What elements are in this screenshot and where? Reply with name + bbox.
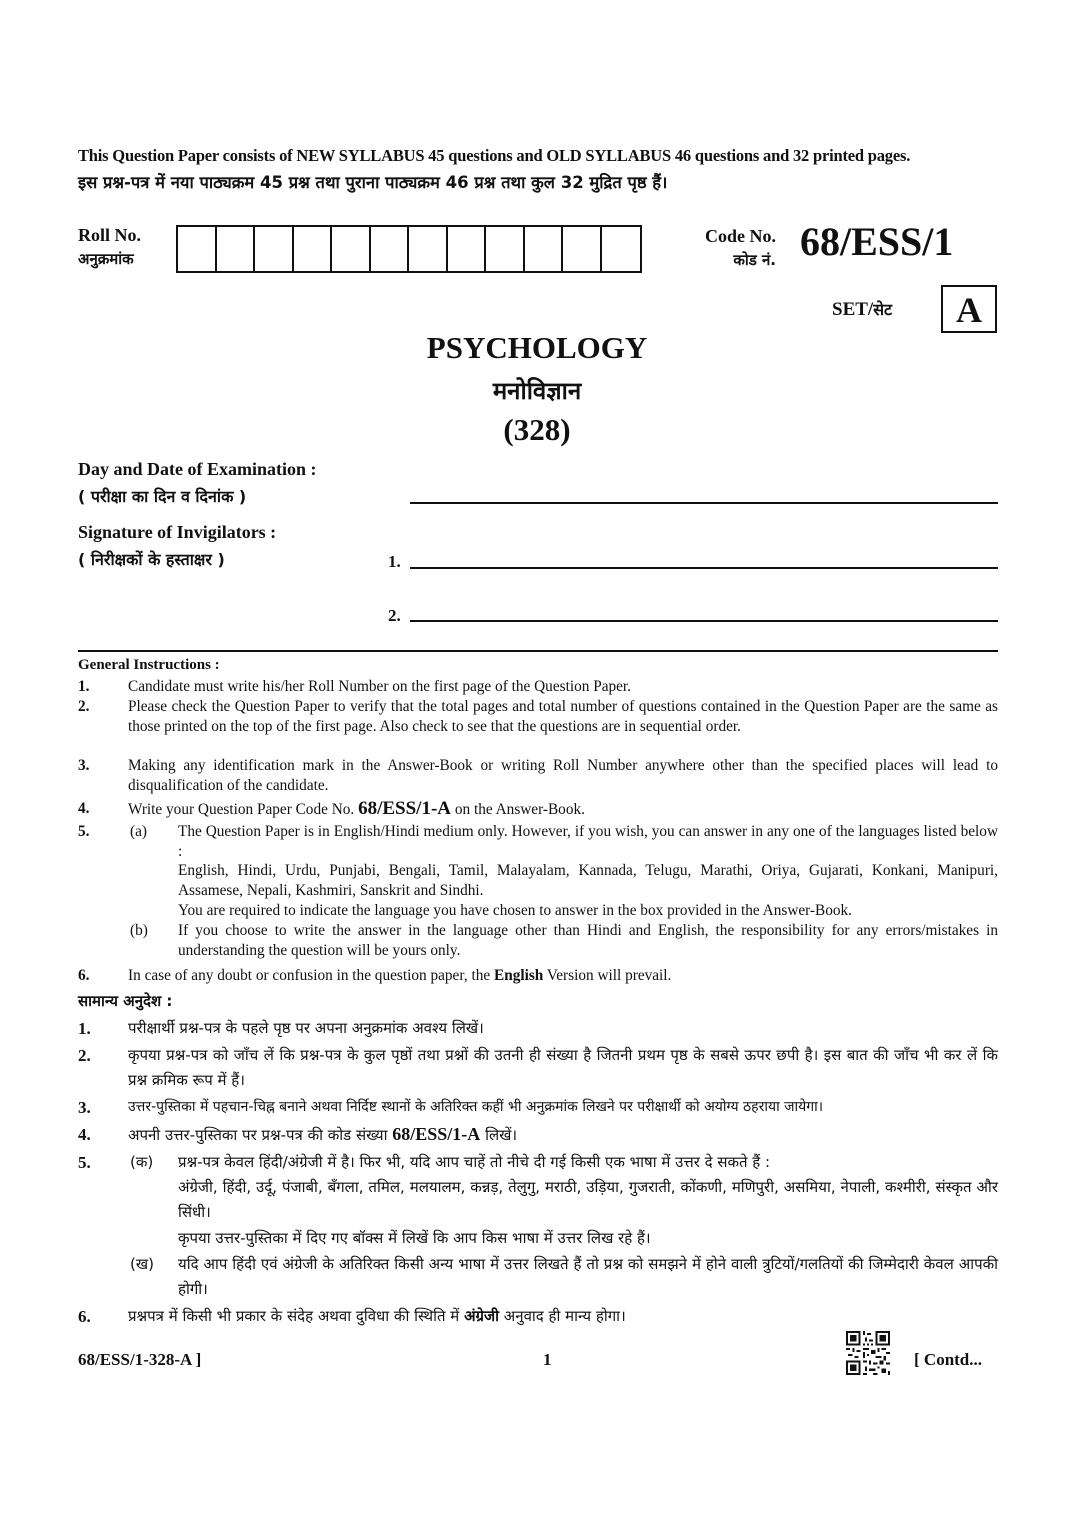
instruction-text: प्रश्न-पत्र केवल हिंदी/अंग्रेजी में है। फिर भी, यदि आप चाहें तो नीचे दी गई किसी एक भाषा में उत्तर दे सकते हैं : — [178, 1153, 771, 1171]
instruction-text: उत्तर-पुस्तिका में पहचान-चिह्न बनाने अथवा निर्दिष्ट स्थानों के अतिरिक्त कहीं भी अनुक्रमांक लिखने पर परीक्षार्थी को अयोग्य ठहराया जायेगा। — [128, 1099, 824, 1115]
sub-instruction-label: (a) — [130, 823, 147, 840]
sub-instruction-label: (b) — [130, 922, 148, 939]
qr-code-icon — [846, 1331, 890, 1375]
signature-1-number: 1. — [388, 552, 401, 571]
roll-label-hi: अनुक्रमांक — [78, 250, 134, 268]
roll-number-boxes[interactable] — [176, 225, 642, 273]
hindi-instructions-title: सामान्य अनुदेश : — [78, 992, 173, 1010]
page-number: 1 — [543, 1350, 552, 1369]
sub-instruction-label: (क) — [130, 1153, 154, 1171]
instruction-text: Candidate must write his/her Roll Number on the first page of the Question Paper. — [128, 678, 631, 695]
signature-1-line[interactable] — [410, 567, 998, 569]
sub-instruction-label: (ख) — [130, 1255, 154, 1273]
subject-title-en: PSYCHOLOGY — [426, 330, 648, 365]
instruction-text-pre: अपनी उत्तर-पुस्तिका पर प्रश्न-पत्र की कोड संख्या — [128, 1126, 388, 1144]
roll-box[interactable] — [217, 227, 256, 271]
instruction-text — [128, 799, 998, 820]
instruction-number: 3. — [78, 1098, 91, 1117]
code-label-hi: कोड नं. — [733, 251, 776, 269]
set-label-en: SET/ — [832, 299, 874, 320]
instruction-number: 4. — [78, 800, 90, 817]
languages-list: अंग्रेजी, हिंदी, उर्दू, पंजाबी, बँगला, तमिल, मलयालम, कन्नड़, तेलुगु, मराठी, उड़िया, गुजराती, कोंकणी, मणिपुरी, असमिया, नेपाली, कश्मीरी, संस्कृत और सिंधी। — [178, 1178, 998, 1221]
roll-box[interactable] — [602, 227, 641, 271]
roll-number-label — [78, 223, 141, 271]
instruction-number: 1. — [78, 678, 90, 695]
invigilator-signature-label-en: Signature of Invigilators : — [78, 522, 277, 542]
exam-date-label-en: Day and Date of Examination : — [78, 459, 317, 479]
instruction-text: Please check the Question Paper to verify that the total pages and total number of questions contained in the Question Paper are the same as those printed on the top of the first page. Also check to see that the questions are in sequential order. — [128, 698, 998, 735]
instruction-number: 5. — [78, 823, 90, 840]
instruction-text — [128, 966, 998, 986]
instruction-text-pre: Write your Question Paper Code No. — [128, 801, 355, 818]
signature-2-number: 2. — [388, 606, 401, 625]
instruction-text-post: Version will prevail. — [546, 967, 672, 984]
answer-book-code: 68/ESS/1-A — [392, 1124, 481, 1144]
code-number-value: 68/ESS/1 — [800, 219, 954, 264]
instruction-number: 2. — [78, 1046, 91, 1065]
instruction-number: 2. — [78, 698, 90, 715]
header-line-hindi: इस प्रश्न-पत्र में नया पाठ्यक्रम 45 प्रश्न तथा पुराना पाठ्यक्रम 46 प्रश्न तथा कुल 32 मुद्रित पृष्ठ हैं। — [78, 173, 668, 192]
instruction-text — [128, 1122, 998, 1148]
header-line-english: This Question Paper consists of NEW SYLLABUS 45 questions and OLD SYLLABUS 46 questions and 32 printed pages. — [78, 146, 911, 165]
instruction-text-post: लिखें। — [485, 1126, 518, 1144]
roll-box[interactable] — [371, 227, 410, 271]
instruction-number: 6. — [78, 967, 90, 984]
continued-label: [ Contd... — [914, 1350, 983, 1369]
roll-box[interactable] — [409, 227, 448, 271]
instruction-number: 3. — [78, 757, 90, 774]
general-instructions-title: General Instructions : — [78, 657, 220, 673]
set-value-box: A — [941, 285, 997, 333]
code-label-en: Code No. — [705, 226, 776, 246]
instruction-text: If you choose to write the answer in the language other than Hindi and English, the responsibility for any errors/mistakes in understanding the question will be yours only. — [178, 922, 998, 959]
roll-box[interactable] — [332, 227, 371, 271]
signature-2-line[interactable] — [410, 620, 998, 622]
roll-box[interactable] — [486, 227, 525, 271]
set-label — [832, 298, 892, 321]
exam-date-label-hi: ( परीक्षा का दिन व दिनांक ) — [78, 487, 247, 506]
instruction-number: 4. — [78, 1125, 91, 1144]
instruction-text: कृपया उत्तर-पुस्तिका में दिए गए बॉक्स में लिखें कि आप किस भाषा में उत्तर लिख रहे हैं। — [178, 1229, 651, 1247]
subject-code: (328) — [503, 412, 571, 447]
instruction-text: The Question Paper is in English/Hindi medium only. However, if you wish, you can answer in any one of the languages listed below : — [178, 823, 998, 860]
code-number-label — [686, 224, 776, 272]
roll-box[interactable] — [255, 227, 294, 271]
invigilator-signature-label-hi: ( निरीक्षकों के हस्ताक्षर ) — [78, 550, 225, 569]
answer-book-code: 68/ESS/1-A — [358, 798, 451, 819]
subject-title-hi: मनोविज्ञान — [492, 377, 582, 405]
instruction-text — [128, 1304, 998, 1329]
instruction-text: परीक्षार्थी प्रश्न-पत्र के पहले पृष्ठ पर अपना अनुक्रमांक अवश्य लिखें। — [128, 1019, 484, 1037]
instruction-number: 5. — [78, 1153, 91, 1172]
instruction-text-pre: प्रश्नपत्र में किसी भी प्रकार के संदेह अथवा दुविधा की स्थिति में — [128, 1307, 460, 1325]
instruction-number: 1. — [78, 1019, 91, 1038]
instruction-text: Making any identification mark in the Answer-Book or writing Roll Number anywhere other than the specified places will lead to disqualification of the candidate. — [128, 757, 998, 794]
instruction-text: You are required to indicate the language you have chosen to answer in the box provided in the Answer-Book. — [178, 902, 853, 919]
instruction-text: यदि आप हिंदी एवं अंग्रेजी के अतिरिक्त किसी अन्य भाषा में उत्तर लिखते हैं तो प्रश्न को समझने में होने वाली त्रुटियों/गलतियों की जिम्मेदारी केवल आपकी होगी। — [178, 1255, 998, 1298]
instruction-text-pre: In case of any doubt or confusion in the question paper, the — [128, 967, 491, 984]
instruction-text-bold: English — [494, 967, 544, 984]
instruction-number: 6. — [78, 1307, 91, 1326]
section-divider — [78, 650, 998, 652]
instruction-text-bold: अंग्रेजी — [464, 1307, 499, 1325]
instruction-text-post: अनुवाद ही मान्य होगा। — [503, 1307, 626, 1325]
roll-box[interactable] — [178, 227, 217, 271]
instruction-text: कृपया प्रश्न-पत्र को जाँच लें कि प्रश्न-पत्र के कुल पृष्ठों तथा प्रश्नों की उतनी ही संख्या है जितनी प्रथम पृष्ठ के सबसे ऊपर छपी है। इस बात की जाँच भी कर लें कि प्रश्न क्रमिक रूप में हैं। — [128, 1046, 998, 1089]
roll-box[interactable] — [294, 227, 333, 271]
footer-paper-code: 68/ESS/1-328-A ] — [78, 1350, 202, 1369]
roll-box[interactable] — [448, 227, 487, 271]
set-label-hi: सेट — [873, 300, 893, 319]
roll-box[interactable] — [563, 227, 602, 271]
instruction-text-post: on the Answer-Book. — [454, 801, 585, 818]
roll-label-en: Roll No. — [78, 225, 141, 245]
roll-box[interactable] — [525, 227, 564, 271]
exam-date-line[interactable] — [410, 502, 998, 504]
languages-list: English, Hindi, Urdu, Punjabi, Bengali, Tamil, Malayalam, Kannada, Telugu, Marathi, Oriya, Gujarati, Konkani, Manipuri, Assamese, Nepali, Kashmiri, Sanskrit and Sindhi. — [178, 862, 998, 899]
